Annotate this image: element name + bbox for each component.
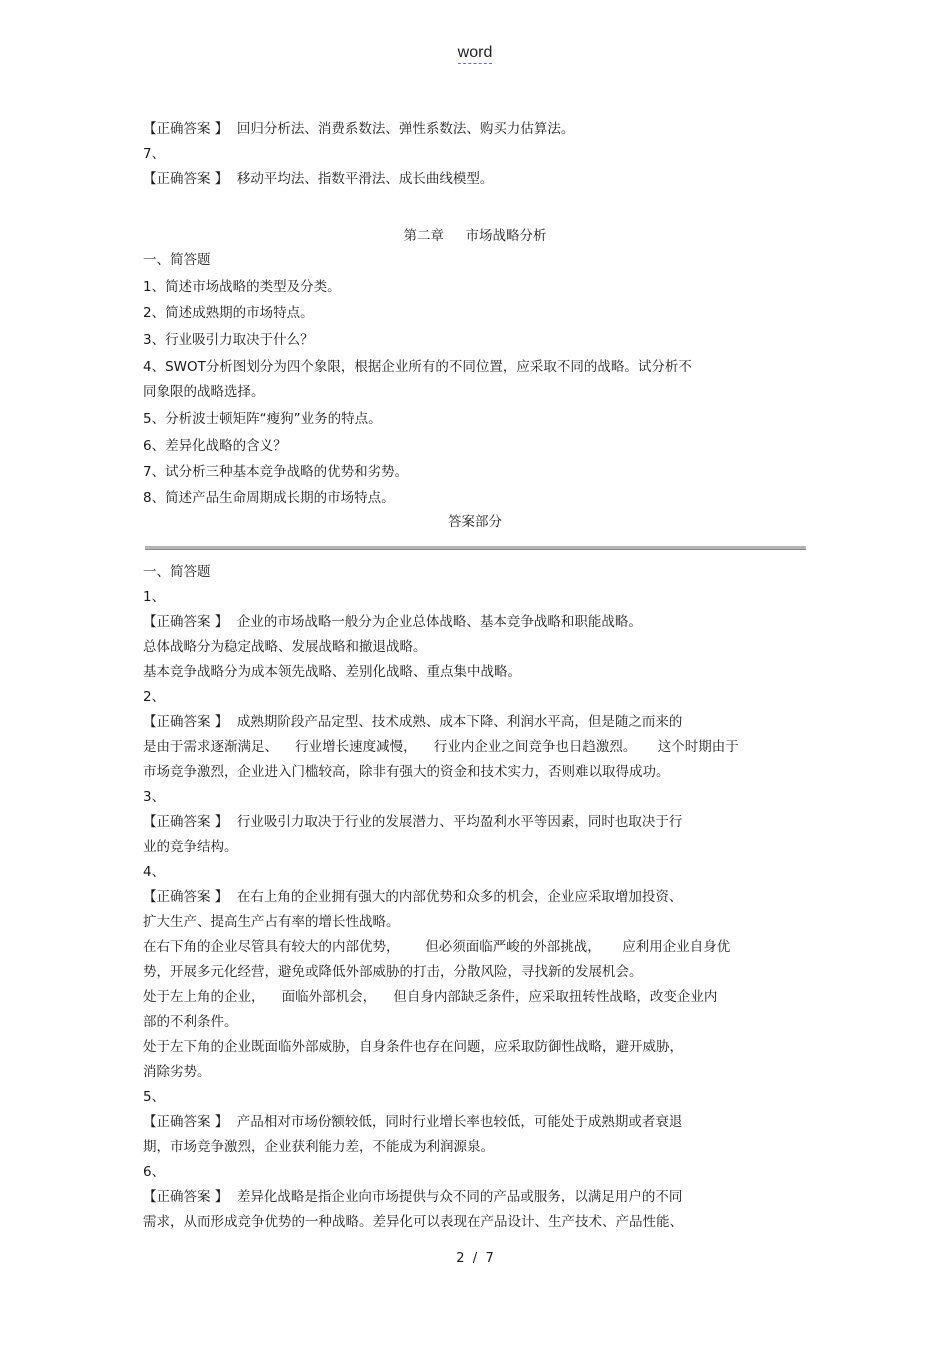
answer-line: 【正确答案 】 差异化战略是指企业向市场提供与众不同的产品或服务，以满足用户的不同	[143, 1189, 683, 1205]
answer-line: 【正确答案 】 在右上角的企业拥有强大的内部优势和众多的机会，企业应采取增加投资、	[143, 889, 683, 905]
answer-line: 是由于需求逐渐满足、 行业增长速度减慢， 行业内企业之间竞争也日趋激烈。 这个时期由于	[143, 739, 739, 755]
answer-line: 在右下角的企业尽管具有较大的内部优势， 但必须面临严峻的外部挑战， 应利用企业自身优	[143, 939, 731, 955]
section-divider	[145, 546, 806, 550]
answer-line: 【正确答案 】 行业吸引力取决于行业的发展潜力、平均盈利水平等因素，同时也取决于行	[143, 814, 683, 830]
page-number: 2 / 7	[456, 1251, 494, 1266]
answer-line: 2、	[143, 689, 166, 705]
section-heading: 一、简答题	[143, 252, 211, 268]
answer-line: 【正确答案 】 成熟期阶段产品定型、技术成熟、成本下降、利润水平高，但是随之而来的	[143, 714, 683, 730]
answer-line: 势，开展多元化经营，避免或降低外部威胁的打击，分散风险，寻找新的发展机会。	[143, 964, 643, 980]
answer-line: 3、	[143, 789, 166, 805]
chapter-title: 第二章 市场战略分析	[403, 228, 547, 244]
question-item: 8、简述产品生命周期成长期的市场特点。	[143, 490, 395, 506]
answer-line: 4、	[143, 864, 166, 880]
question-item: 6、差异化战略的含义？	[143, 438, 287, 454]
answer-line: 期，市场竞争激烈，企业获利能力差，不能成为利润源泉。	[143, 1139, 494, 1155]
answer-line: 基本竞争战略分为成本领先战略、差别化战略、重点集中战略。	[143, 664, 521, 680]
answer-line: 1、	[143, 589, 166, 605]
answer-line: 需求，从而形成竞争优势的一种战略。差异化可以表现在产品设计、生产技术、产品性能、	[143, 1214, 683, 1230]
question-item: 4、SWOT分析图划分为四个象限，根据企业所有的不同位置，应采取不同的战略。试分析不	[143, 359, 692, 375]
section-heading: 一、简答题	[143, 564, 211, 580]
answer-line: 业的竞争结构。	[143, 839, 238, 855]
answer-line: 消除劣势。	[143, 1064, 211, 1080]
question-number: 7、	[143, 146, 166, 162]
answers-heading: 答案部分	[448, 514, 502, 530]
answer-line: 【正确答案 】 企业的市场战略一般分为企业总体战略、基本竞争战略和职能战略。	[143, 614, 642, 630]
answer-line: 【正确答案 】 移动平均法、指数平滑法、成长曲线模型。	[143, 171, 494, 187]
answer-line: 处于左上角的企业， 面临外部机会， 但自身内部缺乏条件，应采取扭转性战略，改变企业内	[143, 989, 718, 1005]
answer-line: 部的不利条件。	[143, 1014, 238, 1030]
header-title	[0, 44, 950, 62]
answer-line: 扩大生产、提高生产占有率的增长性战略。	[143, 914, 400, 930]
answer-line: 5、	[143, 1089, 166, 1105]
answer-line: 【正确答案 】 回归分析法、消费系数法、弹性系数法、购买力估算法。	[143, 121, 575, 137]
question-item: 同象限的战略选择。	[143, 384, 265, 400]
question-item: 1、简述市场战略的类型及分类。	[143, 279, 341, 295]
answer-line: 处于左下角的企业既面临外部威胁，自身条件也存在问题，应采取防御性战略，避开威胁，	[143, 1039, 683, 1055]
question-item: 5、分析波士顿矩阵“瘦狗”业务的特点。	[143, 411, 382, 427]
answer-line: 【正确答案 】 产品相对市场份额较低，同时行业增长率也较低，可能处于成熟期或者衰退	[143, 1114, 683, 1130]
answer-line: 6、	[143, 1164, 166, 1180]
answer-line: 市场竞争激烈，企业进入门槛较高，除非有强大的资金和技术实力，否则难以取得成功。	[143, 764, 670, 780]
question-item: 3、行业吸引力取决于什么？	[143, 332, 314, 348]
question-item: 2、简述成熟期的市场特点。	[143, 305, 314, 321]
question-item: 7、试分析三种基本竞争战略的优势和劣势。	[143, 464, 409, 480]
header-title-text: word	[458, 44, 493, 64]
answer-line: 总体战略分为稳定战略、发展战略和撤退战略。	[143, 639, 427, 655]
